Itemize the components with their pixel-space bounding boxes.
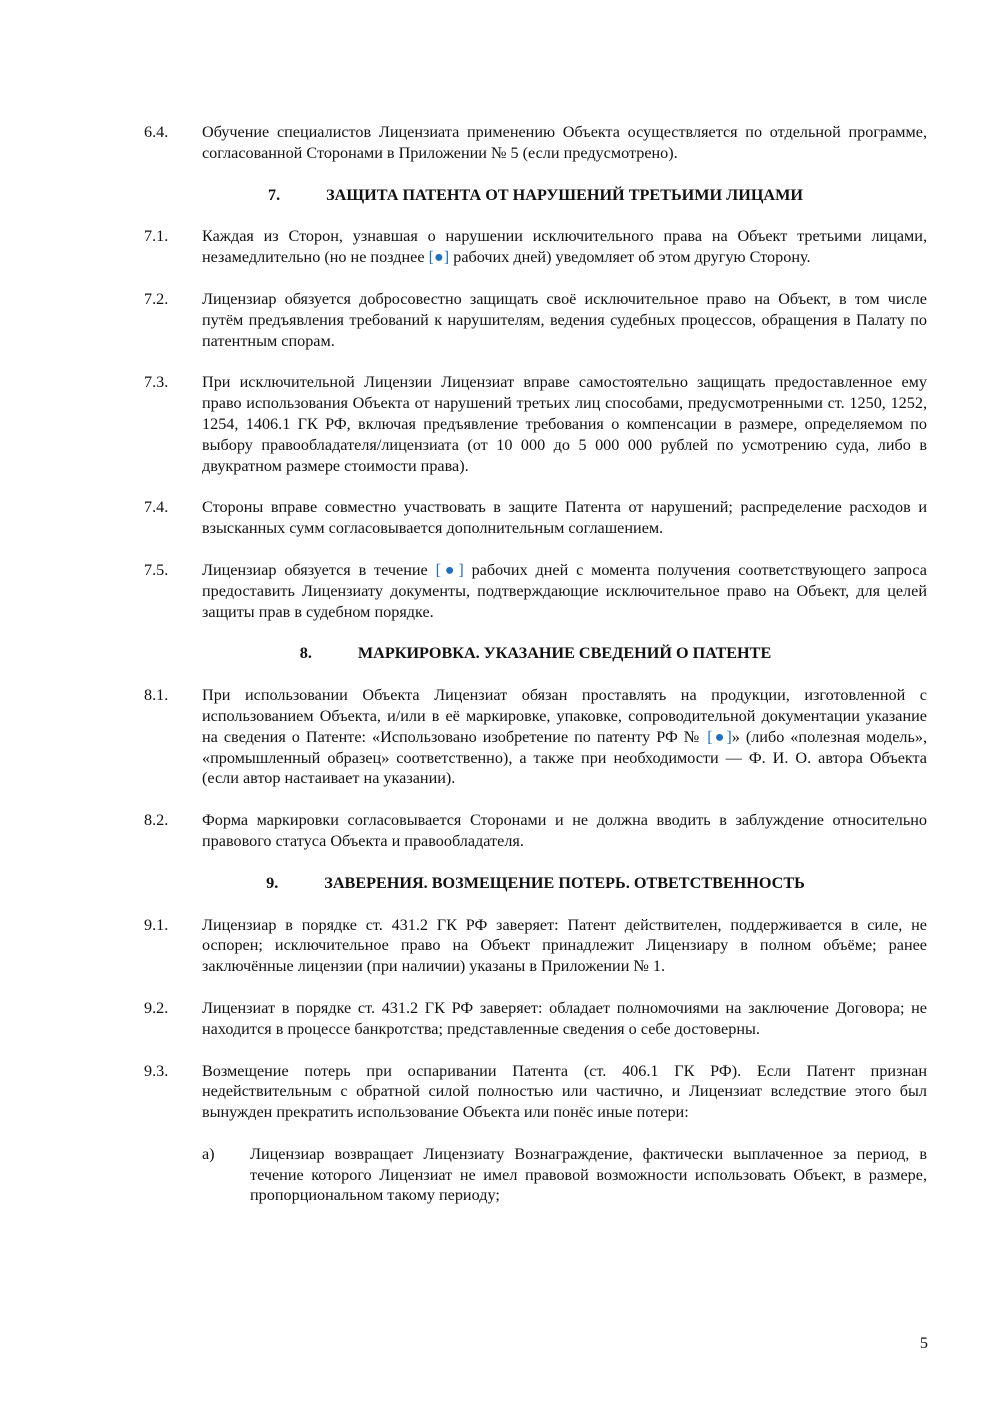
section-title: ЗАЩИТА ПАТЕНТА ОТ НАРУШЕНИЙ ТРЕТЬИМИ ЛИЦАМИ xyxy=(326,185,803,204)
clause-text: Лицензиар в порядке ст. 431.2 ГК РФ заверяет: Патент действителен, поддерживается в силе, не оспорен; исключительное право на Объект принадлежит Лицензиару в полном объёме; ранее заключённые лицензии (при наличии) указаны в Приложении № 1. xyxy=(202,915,927,976)
clause-text-part: рабочих дней) уведомляет об этом другую Сторону. xyxy=(449,248,811,267)
clause-7-5 xyxy=(144,560,927,622)
clause-text xyxy=(202,685,927,789)
section-heading-8 xyxy=(144,643,927,664)
clause-9-3 xyxy=(144,1061,927,1123)
section-title: МАРКИРОВКА. УКАЗАНИЕ СВЕДЕНИЙ О ПАТЕНТЕ xyxy=(357,644,772,663)
document-body xyxy=(144,122,927,1206)
clause-number: 7.5. xyxy=(144,560,169,579)
clause-text-part: При использовании Объекта Лицензиат обязан проставлять на продукции, изготовленной с использованием Объекта, и/или в её маркировке, упаковке, сопроводительной документации указание на сведения о Патенте: «Использовано изобретение по патенту РФ № xyxy=(202,686,927,746)
clause-number: 8.1. xyxy=(144,686,169,705)
section-heading-9 xyxy=(144,873,927,894)
clause-text-part: Каждая из Сторон, узнавшая о нарушении исключительного права на Объект третьими лицами, незамедлительно (но не позднее xyxy=(202,227,927,267)
clause-text xyxy=(202,226,927,268)
section-number: 7. xyxy=(267,185,281,204)
placeholder-marker: [●] xyxy=(428,248,450,267)
clause-number: 9.1. xyxy=(144,915,169,934)
section-number: 8. xyxy=(299,644,312,663)
clause-text: Обучение специалистов Лицензиата применению Объекта осуществляется по отдельной программе, согласованной Сторонами в Приложении № 5 (если предусмотрено). xyxy=(202,123,927,162)
clause-number: 7.4. xyxy=(144,498,169,517)
clause-number: 6.4. xyxy=(144,123,169,141)
subclause-letter: а) xyxy=(202,1144,215,1163)
clause-number: 7.3. xyxy=(144,373,169,392)
clause-number: 9.3. xyxy=(144,1061,169,1080)
clause-7-2 xyxy=(144,289,927,351)
clause-text-part: » (либо «полезная модель», «промышленный образец» соответственно), а также при необходимости — Ф. И. О. автора Объекта (если автор настаивает на указании). xyxy=(202,727,928,788)
clause-9-1 xyxy=(144,915,927,977)
section-number: 9. xyxy=(266,873,279,892)
clause-text xyxy=(202,560,927,622)
clause-text: Лицензиат в порядке ст. 431.2 ГК РФ заверяет: обладает полномочиями на заключение Договора; не находится в процессе банкротства; представленные сведения о себе достоверны. xyxy=(202,998,927,1038)
clause-text: Форма маркировки согласовывается Сторонами и не должна вводить в заблуждение относительно правового статуса Объекта и правообладателя. xyxy=(202,811,927,850)
clause-6-4 xyxy=(144,122,927,164)
clause-number: 9.2. xyxy=(144,998,169,1017)
clause-9-3-a xyxy=(202,1144,927,1206)
clause-9-2 xyxy=(144,998,927,1040)
placeholder-marker: [●] xyxy=(435,560,464,579)
clause-7-3 xyxy=(144,372,927,476)
clause-text: Возмещение потерь при оспаривании Патента (ст. 406.1 ГК РФ). Если Патент признан недействительным с обратной силой полностью или частично, и Лицензиат вследствие этого был вынужден прекратить использование Объекта или понёс иные потери: xyxy=(202,1061,927,1122)
section-title: ЗАВЕРЕНИЯ. ВОЗМЕЩЕНИЕ ПОТЕРЬ. ОТВЕТСТВЕННОСТЬ xyxy=(324,873,805,892)
clause-number: 8.2. xyxy=(144,811,169,830)
clause-8-2 xyxy=(144,810,927,852)
clause-number: 7.1. xyxy=(144,227,169,246)
clause-8-1 xyxy=(144,685,927,789)
clause-7-4 xyxy=(144,497,927,539)
clause-number: 7.2. xyxy=(144,289,169,308)
clause-text-part: рабочих дней с момента получения соответствующего запроса предоставить Лицензиату документы, подтверждающие исключительное право на Объект, для целей защиты прав в судебном порядке. xyxy=(202,560,927,621)
section-heading-7 xyxy=(144,185,927,206)
page-number: 5 xyxy=(919,1334,928,1352)
clause-text: Лицензиар обязуется добросовестно защищать своё исключительное право на Объект, в том числе путём предъявления требований к нарушителям, ведения судебных процессов, обращения в Палату по патентным спорам. xyxy=(202,289,927,350)
clause-7-1 xyxy=(144,226,927,268)
clause-text-part: Лицензиар обязуется в течение xyxy=(202,560,436,579)
clause-text: Стороны вправе совместно участвовать в защите Патента от нарушений; распределение расходов и взысканных сумм согласовывается дополнительным соглашением. xyxy=(202,498,927,538)
subclause-text: Лицензиар возвращает Лицензиату Вознаграждение, фактически выплаченное за период, в течение которого Лицензиат не имел правовой возможности использовать Объект, в размере, пропорциональном такому периоду; xyxy=(250,1144,927,1205)
placeholder-marker: [●] xyxy=(707,727,732,746)
clause-text: При исключительной Лицензии Лицензиат вправе самостоятельно защищать предоставленное ему право использования Объекта от нарушений третьих лиц способами, предусмотренными ст. 1250, 1252, 1254, 1406.1 ГК РФ, включая предъявление требования о компенсации в размере, определяемом по выбору правообладателя/лицензиата (от 10 000 до 5 000 000 рублей по усмотрению суда, либо в двукратном размере стоимости права). xyxy=(202,373,927,475)
